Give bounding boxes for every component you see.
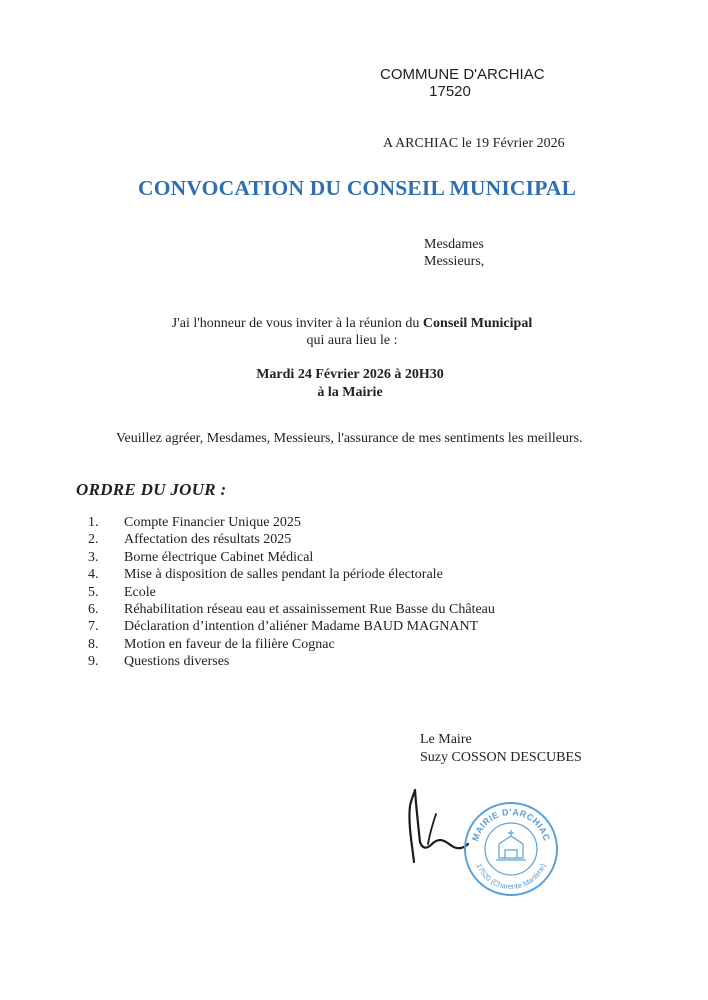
meeting-details xyxy=(200,366,500,402)
item-text: Affectation des résultats 2025 xyxy=(124,532,292,548)
item-text: Déclaration d’intention d’aliéner Madame BAUD MAGNANT xyxy=(124,619,479,635)
agenda-heading: ORDRE DU JOUR : xyxy=(76,480,227,499)
list-item xyxy=(88,601,495,618)
list-item xyxy=(88,514,495,531)
item-number: 5. xyxy=(88,584,99,600)
item-number: 4. xyxy=(88,567,99,583)
mairie-stamp xyxy=(462,800,560,898)
item-number: 6. xyxy=(88,602,99,618)
list-item xyxy=(88,636,495,653)
commune-header xyxy=(380,66,545,100)
item-text: Questions diverses xyxy=(124,654,230,670)
meeting-place: à la Mairie xyxy=(317,385,383,400)
list-item xyxy=(88,549,495,566)
salutation-line-1: Mesdames xyxy=(424,237,484,252)
list-item xyxy=(88,618,495,635)
item-text: Compte Financier Unique 2025 xyxy=(124,515,301,530)
agenda-list xyxy=(88,514,495,671)
meeting-datetime: Mardi 24 Février 2026 à 20H30 xyxy=(256,367,444,382)
item-number: 9. xyxy=(88,654,99,670)
item-text: Borne électrique Cabinet Médical xyxy=(124,549,314,565)
item-text: Ecole xyxy=(124,584,156,600)
item-text: Réhabilitation réseau eau et assainissement Rue Basse du Château xyxy=(124,602,495,618)
invitation-paragraph xyxy=(160,315,544,349)
list-item xyxy=(88,566,495,583)
item-number: 2. xyxy=(88,532,99,548)
council-name: Conseil Municipal xyxy=(422,316,533,331)
signatory-role: Le Maire xyxy=(420,732,472,747)
item-text: Motion en faveur de la filière Cognac xyxy=(124,636,335,652)
signatory-name: Suzy COSSON DESCUBES xyxy=(420,750,582,765)
invitation-line-2: qui aura lieu le : xyxy=(306,333,398,348)
handwritten-signature xyxy=(400,784,470,864)
item-text: Mise à disposition de salles pendant la période électorale xyxy=(124,567,443,583)
item-number: 3. xyxy=(88,549,99,565)
list-item xyxy=(88,531,495,548)
closing-formula: Veuillez agréer, Mesdames, Messieurs, l'assurance de mes sentiments les meilleurs. xyxy=(116,431,583,446)
list-item xyxy=(88,584,495,601)
salutation-line-2: Messieurs, xyxy=(424,254,485,269)
dateline: A ARCHIAC le 19 Février 2026 xyxy=(383,136,565,151)
item-number: 7. xyxy=(88,619,99,635)
item-number: 1. xyxy=(88,515,99,530)
stamp-emblem xyxy=(496,830,526,860)
salutation xyxy=(424,236,484,270)
stamp-top-text: MAIRIE D'ARCHIAC xyxy=(469,806,553,843)
list-item xyxy=(88,653,495,670)
postal-code: 17520 xyxy=(429,83,471,100)
commune-name: COMMUNE D'ARCHIAC xyxy=(380,66,545,83)
stamp-bottom-text: 17520 (Charente Maritime) xyxy=(474,862,548,892)
document-title: CONVOCATION DU CONSEIL MUNICIPAL xyxy=(138,176,577,200)
invitation-line-1 xyxy=(160,315,544,332)
invitation-intro: J'ai l'honneur de vous inviter à la réunion du xyxy=(171,316,423,331)
signatory-block xyxy=(420,731,582,767)
item-number: 8. xyxy=(88,636,99,652)
